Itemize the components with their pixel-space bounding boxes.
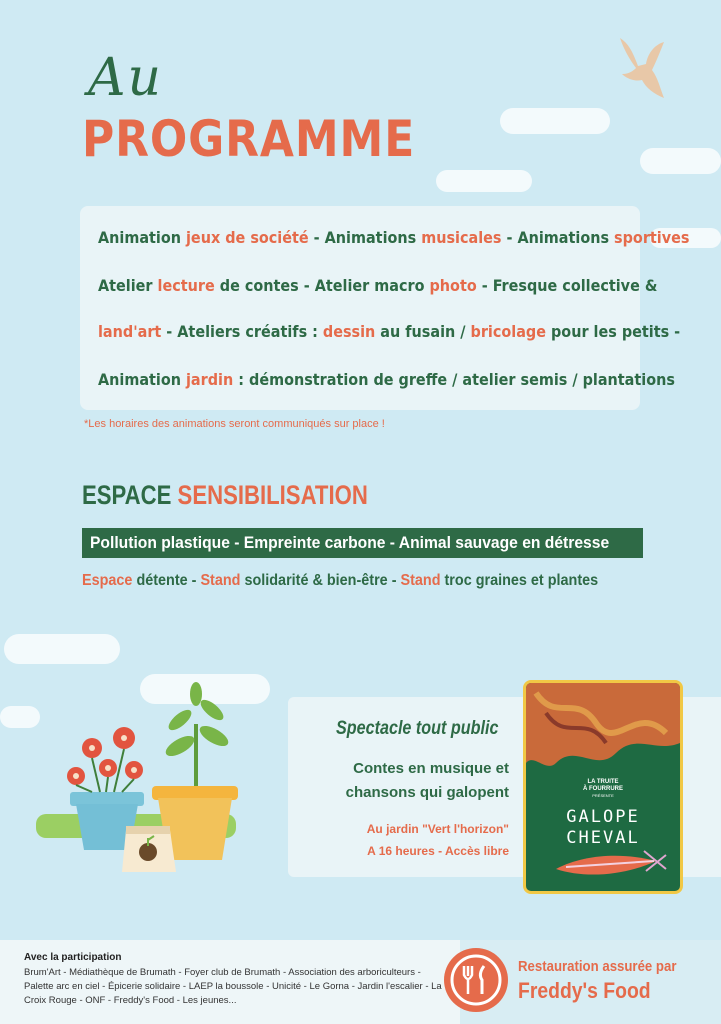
resto-line: Restauration assurée par bbox=[518, 958, 677, 975]
espace-segment: Stand bbox=[200, 572, 241, 589]
programme-segment: - Fresque collective & bbox=[476, 276, 658, 295]
programme-line bbox=[98, 370, 675, 389]
cloud bbox=[500, 108, 610, 134]
programme-segment: Animation bbox=[98, 228, 186, 247]
fork-knife-icon bbox=[444, 948, 508, 1012]
espace-segment: troc graines et plantes bbox=[440, 572, 599, 589]
programme-segment: pour les petits - bbox=[545, 322, 681, 341]
programme-segment: jeux de société bbox=[186, 228, 309, 247]
spectacle-info: Au jardin "Vert l'horizon" bbox=[366, 822, 509, 836]
programme-segment: jardin bbox=[186, 370, 234, 389]
espace-title bbox=[82, 480, 368, 511]
programme-segment: de contes - Atelier macro bbox=[214, 276, 430, 295]
page-title: PROGRAMME bbox=[82, 110, 416, 168]
espace-title-a: ESPACE bbox=[82, 480, 178, 510]
programme-segment: sportives bbox=[614, 228, 690, 247]
programme-segment: au fusain / bbox=[375, 322, 471, 341]
programme-segment: musicales bbox=[421, 228, 502, 247]
programme-line bbox=[98, 276, 657, 295]
partners-text: Brum'Art - Médiathèque de Brumath - Foyer club de Brumath - Association des arboriculteurs - Palette arc en ciel - Épicerie solidaire - LAEP la boussole - Unicité - Le Gorna - Jardin l'escalier - La Croix Rouge - ONF - Freddy's Food - Les jeunes... bbox=[24, 967, 442, 1006]
programme-segment: bricolage bbox=[470, 322, 546, 341]
cloud bbox=[640, 148, 721, 174]
poster-company: À FOURRURE bbox=[583, 786, 623, 792]
programme-segment: - Animations bbox=[501, 228, 615, 247]
poster-company: LA TRUITE bbox=[587, 779, 619, 785]
partners-title: Avec la participation bbox=[24, 952, 122, 963]
spectacle-info: A 16 heures - Accès libre bbox=[367, 844, 509, 858]
programme-note: *Les horaires des animations seront communiqués sur place ! bbox=[84, 418, 385, 430]
spectacle-desc: Contes en musique et bbox=[353, 760, 509, 777]
programme-segment: - Animations bbox=[308, 228, 422, 247]
spectacle-title: Spectacle tout public bbox=[336, 718, 499, 739]
programme-segment: : démonstration de greffe / atelier semis / plantations bbox=[233, 370, 675, 389]
poster-title: GALOPE bbox=[566, 807, 640, 827]
espace-segment: Espace bbox=[82, 572, 133, 589]
potted-plants-illustration bbox=[30, 680, 270, 880]
cloud bbox=[436, 170, 532, 192]
espace-bar-text: Pollution plastique - Empreinte carbone - Animal sauvage en détresse bbox=[90, 533, 610, 552]
espace-title-b: SENSIBILISATION bbox=[177, 480, 368, 510]
programme-segment: photo bbox=[429, 276, 477, 295]
poster-title: CHEVAL bbox=[566, 828, 640, 848]
spectacle-desc: chansons qui galopent bbox=[345, 784, 509, 801]
espace-segment: détente - bbox=[132, 572, 201, 589]
programme-segment: land'art bbox=[98, 322, 162, 341]
espace-segment: solidarité & bien-être - bbox=[240, 572, 401, 589]
espace-segment: Stand bbox=[400, 572, 441, 589]
programme-line bbox=[98, 322, 680, 341]
bird-icon bbox=[612, 34, 672, 106]
cloud bbox=[4, 634, 120, 664]
programme-segment: - Ateliers créatifs : bbox=[161, 322, 323, 341]
espace-line bbox=[82, 572, 598, 590]
programme-segment: dessin bbox=[322, 322, 376, 341]
programme-segment: Atelier bbox=[98, 276, 158, 295]
title-script: Au bbox=[88, 48, 164, 108]
resto-name: Freddy's Food bbox=[518, 978, 651, 1003]
programme-segment: lecture bbox=[157, 276, 215, 295]
programme-line bbox=[98, 228, 689, 247]
programme-segment: Animation bbox=[98, 370, 186, 389]
poster-presents: PRÉSENTE bbox=[592, 793, 614, 798]
show-poster bbox=[523, 680, 683, 894]
